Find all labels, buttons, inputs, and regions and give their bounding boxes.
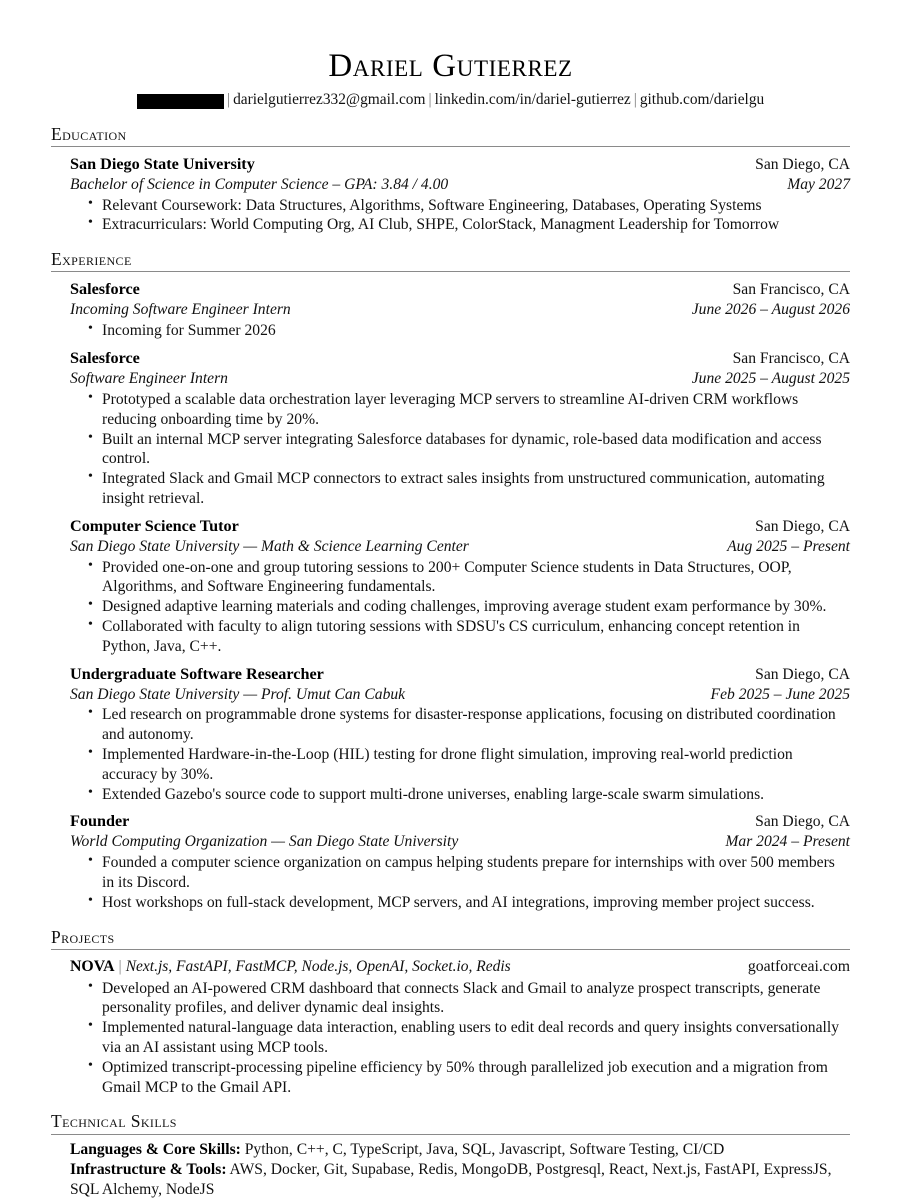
entry-bullet-list <box>70 705 850 804</box>
entry-role: San Diego State University — Prof. Umut Can Cabuk <box>70 685 406 703</box>
bullet-item: • Prototyped a scalable data orchestration layer leveraging MCP servers to streamline AI-driven CRM workflows reducing onboarding time by 20%. <box>88 390 850 430</box>
entry-sub-row <box>70 832 850 852</box>
entry-bullet-list <box>70 853 850 912</box>
entry-role: World Computing Organization — San Diego State University <box>70 833 459 851</box>
section-divider-experience <box>51 271 850 272</box>
skill-line <box>70 1140 850 1160</box>
bullet-item: • Host workshops on full-stack development, MCP servers, and AI integrations, improving member project success. <box>88 893 850 913</box>
entry-organization: Computer Science Tutor <box>70 516 239 535</box>
bullet-item: • Implemented natural-language data interaction, enabling users to edit deal records and query insights conversationally via an AI assistant using MCP tools. <box>88 1018 850 1058</box>
project-header-row <box>70 957 850 978</box>
entry-top-row <box>70 664 850 685</box>
page-title: Dariel Gutierrez <box>328 48 573 84</box>
resume-header <box>51 48 850 110</box>
entry-organization: Salesforce <box>70 280 140 299</box>
entry-location: San Diego, CA <box>755 813 850 831</box>
entry-bullet-list <box>70 321 850 341</box>
entry-role: San Diego State University — Math & Science Learning Center <box>70 537 469 555</box>
bullet-item: • Built an internal MCP server integrating Salesforce databases for dynamic, role-based data modification and access control. <box>88 430 850 470</box>
bullet-item: • Provided one-on-one and group tutoring sessions to 200+ Computer Science students in Data Structures, OOP, Algorithms, and Software Engineering fundamentals. <box>88 558 850 598</box>
section-divider-projects <box>51 949 850 950</box>
bullet-item: • Relevant Coursework: Data Structures, Algorithms, Software Engineering, Databases, Operating Systems <box>88 196 850 216</box>
entry-top-row <box>70 811 850 832</box>
section-experience <box>51 249 850 913</box>
entry-top-row <box>70 348 850 369</box>
skills-body <box>51 1140 850 1200</box>
entry-location: San Francisco, CA <box>732 281 850 299</box>
entry-dates: June 2026 – August 2026 <box>691 301 850 319</box>
entry-dates: Feb 2025 – June 2025 <box>710 685 850 703</box>
bullet-item: • Integrated Slack and Gmail MCP connectors to extract sales insights from unstructured communication, automating insight retrieval. <box>88 469 850 509</box>
entry-organization: Undergraduate Software Researcher <box>70 664 324 683</box>
section-projects <box>51 927 850 1098</box>
entry-dates: June 2025 – August 2025 <box>691 369 850 387</box>
entry-dates: Mar 2024 – Present <box>725 833 850 851</box>
skill-label: Languages & Core Skills: <box>70 1140 241 1158</box>
contact-linkedin[interactable]: linkedin.com/in/dariel-gutierrez <box>434 91 631 109</box>
skill-line <box>70 1160 850 1200</box>
bullet-item: • Designed adaptive learning materials and coding challenges, improving average student exam performance by 30%. <box>88 597 850 617</box>
entry-location: San Diego, CA <box>755 665 850 683</box>
entry-role: Bachelor of Science in Computer Science – GPA: 3.84 / 4.00 <box>70 175 449 193</box>
bullet-item: • Implemented Hardware-in-the-Loop (HIL) testing for drone flight simulation, improving real-world prediction accuracy by 30%. <box>88 745 850 785</box>
section-title-technical-skills: Technical Skills <box>51 1111 177 1132</box>
section-education <box>51 124 850 236</box>
entry-bullet-list <box>70 558 850 657</box>
entry-bullet-list <box>70 196 850 236</box>
entry-bullet-list <box>70 390 850 509</box>
project-tech-stack: Next.js, FastAPI, FastMCP, Node.js, OpenAI, Socket.io, Redis <box>125 957 511 975</box>
project-title-group <box>70 957 511 978</box>
skill-label: Infrastructure & Tools: <box>70 1160 227 1178</box>
entry-location: San Francisco, CA <box>732 350 850 367</box>
project-entry <box>51 957 850 1098</box>
section-technical-skills <box>51 1111 850 1200</box>
project-separator: | <box>118 957 122 975</box>
entry-role: Software Engineer Intern <box>70 369 228 387</box>
contact-line <box>51 90 850 109</box>
section-divider-education <box>51 146 850 147</box>
contact-separator-1: | <box>227 91 231 109</box>
experience-entry <box>51 811 850 912</box>
entry-top-row <box>70 279 850 300</box>
project-name: NOVA <box>70 957 115 975</box>
skill-value: AWS, Docker, Git, Supabase, Redis, MongoDB, Postgresql, React, Next.js, FastAPI, ExpressJS, SQL Alchemy, NodeJS <box>70 1160 832 1199</box>
bullet-item: • Extracurriculars: World Computing Org, AI Club, SHPE, ColorStack, Managment Leadership for Tomorrow <box>88 215 850 235</box>
entry-sub-row <box>70 300 850 320</box>
entry-organization: Salesforce <box>70 349 140 367</box>
redacted-phone <box>137 94 224 109</box>
bullet-item: • Optimized transcript-processing pipeline efficiency by 50% through parallelized job execution and a migration from Gmail MCP to the Gmail API. <box>88 1058 850 1098</box>
entry-sub-row <box>70 537 850 557</box>
bullet-item: • Led research on programmable drone systems for disaster-response applications, focusing on distributed coordination and autonomy. <box>88 705 850 745</box>
entry-sub-row <box>70 369 850 389</box>
contact-separator-2: | <box>428 91 432 109</box>
experience-entry <box>51 516 850 657</box>
bullet-item: • Extended Gazebo's source code to support multi-drone universes, enabling large-scale swarm simulations. <box>88 785 850 805</box>
experience-entry <box>51 348 850 509</box>
bullet-item: • Incoming for Summer 2026 <box>88 321 850 341</box>
entry-sub-row <box>70 685 850 705</box>
contact-github[interactable]: github.com/darielgu <box>639 91 765 109</box>
section-title-experience: Experience <box>51 249 132 270</box>
section-title-education: Education <box>51 123 127 144</box>
skill-value: Python, C++, C, TypeScript, Java, SQL, Javascript, Software Testing, CI/CD <box>240 1140 725 1158</box>
entry-role: Incoming Software Engineer Intern <box>70 301 291 319</box>
section-title-projects: Projects <box>51 926 115 947</box>
bullet-item: • Developed an AI-powered CRM dashboard that connects Slack and Gmail to analyze prospect transcripts, generate personality profiles, and deliver dynamic deal insights. <box>88 979 850 1019</box>
entry-top-row <box>70 516 850 537</box>
section-divider-technical-skills <box>51 1134 850 1135</box>
entry-location: San Diego, CA <box>755 155 850 173</box>
entry-organization: Founder <box>70 812 130 831</box>
project-link[interactable]: goatforceai.com <box>747 957 850 975</box>
entry-top-row <box>70 154 850 175</box>
education-entry <box>51 154 850 236</box>
entry-organization: San Diego State University <box>70 154 255 173</box>
contact-email[interactable]: darielgutierrez332@gmail.com <box>233 91 426 109</box>
contact-separator-3: | <box>633 91 637 109</box>
project-bullet-list <box>70 979 850 1098</box>
entry-dates: Aug 2025 – Present <box>727 537 850 555</box>
bullet-item: • Founded a computer science organization on campus helping students prepare for internships with over 500 members in its Discord. <box>88 853 850 893</box>
entry-dates: May 2027 <box>787 175 850 193</box>
bullet-item: • Collaborated with faculty to align tutoring sessions with SDSU's CS curriculum, enhancing concept retention in Python, Java, C++. <box>88 617 850 657</box>
experience-entry <box>51 279 850 341</box>
experience-entry <box>51 664 850 805</box>
entry-location: San Diego, CA <box>755 517 850 535</box>
entry-sub-row <box>70 175 850 195</box>
